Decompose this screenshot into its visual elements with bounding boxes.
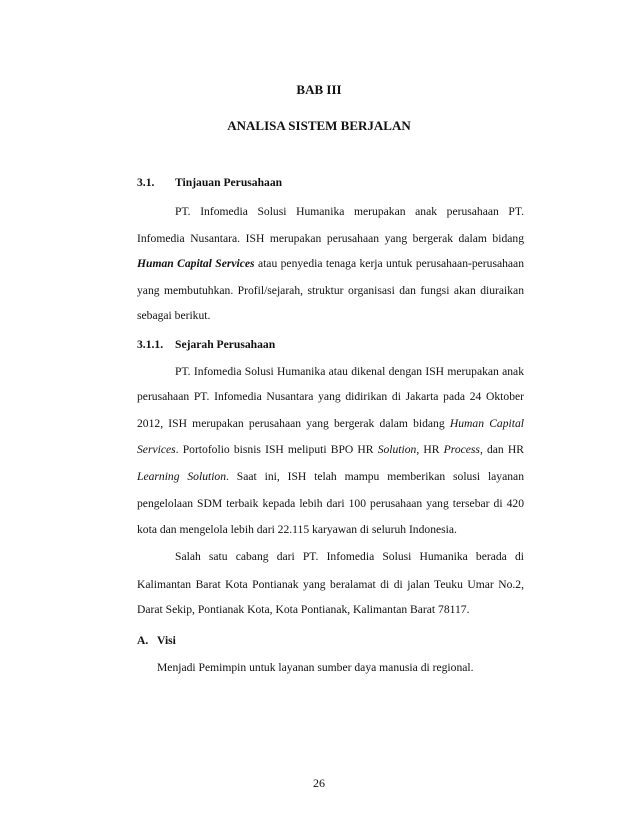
emphasis-text: Learning Solution: [137, 470, 227, 483]
paragraph-line: Salah satu cabang dari PT. Infomedia Solusi Humanika berada di: [175, 550, 524, 563]
paragraph-line: PT. Infomedia Solusi Humanika merupakan anak perusahaan PT.: [175, 205, 524, 218]
paragraph-line: pengelolaan SDM terbaik kepada lebih dari 100 perusahaan yang tersebar di 420: [137, 497, 524, 510]
paragraph-text: , HR: [416, 443, 444, 456]
paragraph-line: [137, 416, 524, 432]
chapter-title: ANALISA SISTEM BERJALAN: [227, 118, 411, 133]
paragraph-line: [137, 442, 524, 458]
page-number: 26: [313, 776, 325, 790]
paragraph-line: PT. Infomedia Solusi Humanika atau dikenal dengan ISH merupakan anak: [175, 365, 524, 378]
section-title: Visi: [157, 634, 176, 647]
emphasis-text: Human Capital: [449, 417, 524, 430]
section-heading-visi: [137, 633, 524, 649]
paragraph-text: . Portofolio bisnis ISH meliputi BPO HR: [175, 443, 378, 456]
emphasis-text: Human Capital Services: [137, 257, 255, 270]
paragraph-line: Kalimantan Barat Kota Pontianak yang beralamat di di jalan Teuku Umar No.2,: [137, 578, 524, 591]
emphasis-text: Services: [137, 443, 176, 456]
paragraph-line: [137, 256, 524, 272]
section-number: A.: [137, 634, 149, 647]
section-heading-3-1: [137, 175, 524, 191]
section-number: 3.1.: [137, 176, 155, 189]
emphasis-text: Process: [443, 443, 480, 456]
section-heading-3-1-1: [137, 337, 524, 353]
paragraph-line: Darat Sekip, Pontianak Kota, Kota Pontianak, Kalimantan Barat 78117.: [137, 603, 470, 616]
paragraph-text: atau penyedia tenaga kerja untuk perusahaan-perusahaan: [254, 257, 524, 270]
visi-statement: Menjadi Pemimpin untuk layanan sumber daya manusia di regional.: [157, 661, 474, 674]
paragraph-text: . Saat ini, ISH telah mampu memberikan solusi layanan: [226, 470, 524, 483]
paragraph-line: Infomedia Nusantara. ISH merupakan perusahaan yang bergerak dalam bidang: [137, 232, 524, 245]
paragraph-text: , dan HR: [479, 443, 524, 456]
paragraph-text: 2012, ISH merupakan perusahaan yang bergerak dalam bidang: [137, 417, 450, 430]
section-title: Sejarah Perusahaan: [175, 338, 276, 351]
section-title: Tinjauan Perusahaan: [175, 176, 283, 189]
section-number: 3.1.1.: [137, 338, 164, 351]
paragraph-line: yang membutuhkan. Profil/sejarah, struktur organisasi dan fungsi akan diuraikan: [137, 284, 524, 297]
paragraph-line: sebagai berikut.: [137, 309, 211, 322]
chapter-number: BAB III: [296, 82, 342, 97]
paragraph-line: perusahaan PT. Infomedia Nusantara yang didirikan di Jakarta pada 24 Oktober: [137, 390, 524, 403]
paragraph-line: [137, 469, 524, 485]
emphasis-text: Solution: [377, 443, 417, 456]
paragraph-line: kota dan mengelola lebih dari 22.115 karyawan di seluruh Indonesia.: [137, 523, 457, 536]
